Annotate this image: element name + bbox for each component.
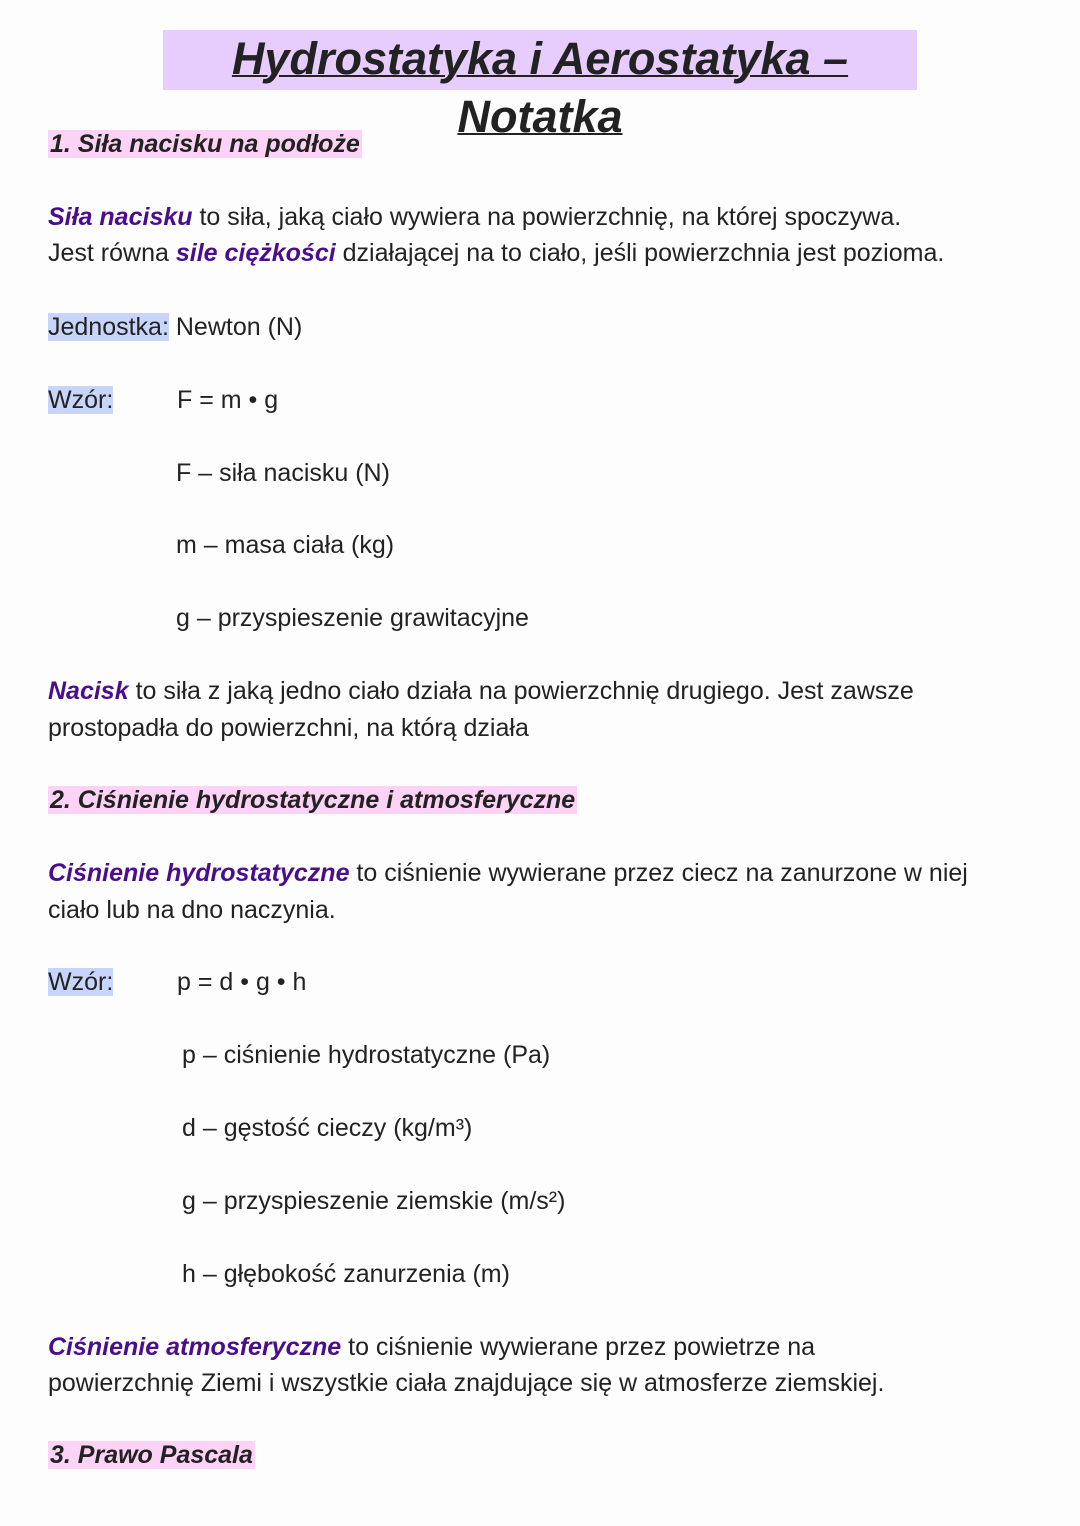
section-1-heading <box>48 126 362 162</box>
formula: p = d • g • h <box>177 968 307 996</box>
term: Siła nacisku <box>48 203 193 231</box>
unit-line <box>48 309 302 345</box>
unit-value: Newton (N) <box>168 313 303 341</box>
text: to ciśnienie wywierane przez ciecz na zanurzone w niej <box>349 859 968 887</box>
variable-def: F – siła nacisku (N) <box>176 459 390 487</box>
page-title <box>163 30 917 142</box>
section-2-heading <box>48 782 577 818</box>
heading-text: 2. Ciśnienie hydrostatyczne i atmosferyczne <box>50 786 576 814</box>
unit-label: Jednostka: <box>48 313 169 341</box>
heading-text: 3. Prawo Pascala <box>50 1441 253 1469</box>
text: to ciśnienie wywierane przez powietrze na <box>341 1333 816 1361</box>
paragraph <box>48 855 968 891</box>
formula-line <box>48 382 113 418</box>
paragraph-line: powierzchnię Ziemi i wszystkie ciała znajdujące się w atmosferze ziemskiej. <box>48 1369 885 1397</box>
paragraph <box>48 673 914 709</box>
paragraph-line <box>48 235 944 271</box>
text: działającej na to ciało, jeśli powierzchnia jest pozioma. <box>335 239 945 267</box>
section-3-heading <box>48 1437 255 1473</box>
paragraph-line: prostopadła do powierzchni, na którą działa <box>48 714 529 742</box>
title-text: Hydrostatyka i Aerostatyka – Notatka <box>231 33 849 142</box>
variable-def: d – gęstość cieczy (kg/m³) <box>182 1114 473 1142</box>
paragraph <box>48 1329 815 1365</box>
variable-def: h – głębokość zanurzenia (m) <box>182 1260 510 1288</box>
text: to siła, jaką ciało wywiera na powierzchnię, na której spoczywa. <box>192 203 902 231</box>
term: Ciśnienie atmosferyczne <box>48 1333 342 1361</box>
paragraph <box>48 199 901 235</box>
formula-label: Wzór: <box>48 386 114 414</box>
heading-text: 1. Siła nacisku na podłoże <box>50 130 360 158</box>
term: Nacisk <box>48 677 129 705</box>
formula-line <box>48 964 113 1000</box>
variable-def: g – przyspieszenie grawitacyjne <box>176 604 529 632</box>
term: sile ciężkości <box>175 239 336 267</box>
variable-def: p – ciśnienie hydrostatyczne (Pa) <box>182 1041 551 1069</box>
text: to siła z jaką jedno ciało działa na powierzchnię drugiego. Jest zawsze <box>128 677 914 705</box>
paragraph-line: ciało lub na dno naczynia. <box>48 896 336 924</box>
formula-label: Wzór: <box>48 968 114 996</box>
formula: F = m • g <box>177 386 279 414</box>
variable-def: m – masa ciała (kg) <box>176 531 395 559</box>
term: Ciśnienie hydrostatyczne <box>48 859 350 887</box>
text: Jest równa <box>48 239 176 267</box>
variable-def: g – przyspieszenie ziemskie (m/s²) <box>182 1187 566 1215</box>
